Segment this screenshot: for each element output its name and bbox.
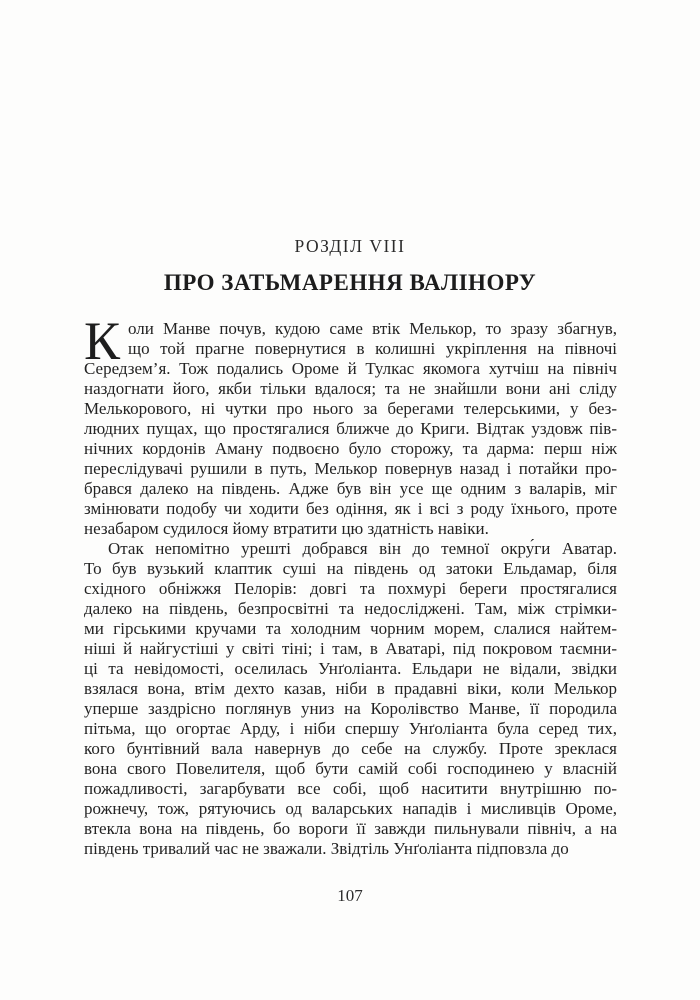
- page-number: 107: [337, 886, 363, 905]
- text-line: вона свого Повелителя, щоб бути самій собі господинею у власній: [84, 759, 617, 778]
- text-line: наздогнати його, якби тільки вдалося; та не знайшли вони ані сліду: [84, 379, 617, 398]
- text-line: То був вузький клаптик суші на південь од затоки Ельдамар, біля: [84, 559, 617, 578]
- text-line: людних пущах, що простягалися ближче до Криги. Відтак уздовж пів-: [84, 419, 617, 438]
- drop-cap-letter: К: [84, 311, 121, 371]
- text-line: брався далеко на південь. Адже був він усе ще одним з валарів, міг: [84, 479, 617, 498]
- text-line: втекла вона на південь, бо вороги її завжди пильнували північ, а на: [84, 819, 617, 838]
- chapter-title: ПРО ЗАТЬМАРЕННЯ ВАЛІНОРУ: [163, 270, 537, 295]
- text-line: ніші й найгустіші у світі тіні; і там, в Аватарі, під покровом таємни-: [84, 639, 617, 658]
- text-line: нічних кордонів Аману подвоєно було сторожу, та дарма: перш ніж: [84, 439, 617, 458]
- text-line: уперше заздрісно поглянув униз на Королівство Манве, її породила: [84, 699, 617, 718]
- text-line: незабаром судилося йому втратити цю здатність навіки.: [84, 519, 489, 538]
- text-line: східного обніжжя Пелорів: довгі та похмурі береги простягалися: [84, 579, 617, 598]
- text-line: Середзем’я. Тож подались Ороме й Тулкас якомога хутчіш на північ: [84, 359, 617, 378]
- text-line: ми гірськими кручами та холодним чорним морем, слалися найтем-: [84, 619, 617, 638]
- paragraph: [84, 539, 617, 859]
- paragraph: [84, 311, 617, 539]
- text-line: переслідувачі рушили в путь, Мелькор повернув назад і потайки про-: [84, 459, 617, 478]
- text-line: ці та невідомості, оселилась Унґоліанта. Ельдари не відали, звідки: [84, 659, 617, 678]
- text-line: що той прагне повернутися в колишні укріплення на півночі: [128, 339, 617, 358]
- text-line: рожнечу, тож, рятуючись од валарських нападів і мисливців Ороме,: [84, 799, 617, 818]
- text-line: Мелькорового, ні чутки про нього за берегами телерськими, у без-: [84, 399, 617, 418]
- body-text: [84, 311, 617, 859]
- text-line: пожадливості, загарбувати все собі, щоб наситити внутрішню по-: [84, 779, 617, 798]
- text-line: Отак непомітно урешті добрався він до темної окру́ги Аватар.: [108, 539, 617, 558]
- text-line: змінювати подобу чи ходити без одіння, як і всі з роду їхнього, проте: [84, 499, 617, 518]
- text-line: кого бунтівний вала навернув до себе на службу. Проте зреклася: [84, 739, 617, 758]
- text-line: взялася вона, втім дехто казав, ніби в прадавні віки, коли Мелькор: [84, 679, 617, 698]
- chapter-label: РОЗДІЛ VIII: [294, 236, 406, 256]
- text-line: оли Манве почув, кудою саме втік Мелькор, то зразу збагнув,: [128, 319, 617, 338]
- text-line: далеко на південь, безпросвітні та недосліджені. Там, між стрімки-: [84, 599, 617, 618]
- text-line: південь тривалий час не зважали. Звідтіль Унґоліанта підповзла до: [84, 839, 569, 858]
- text-line: пітьма, що огортає Арду, і ніби спершу Унґоліанта була серед тих,: [84, 719, 617, 738]
